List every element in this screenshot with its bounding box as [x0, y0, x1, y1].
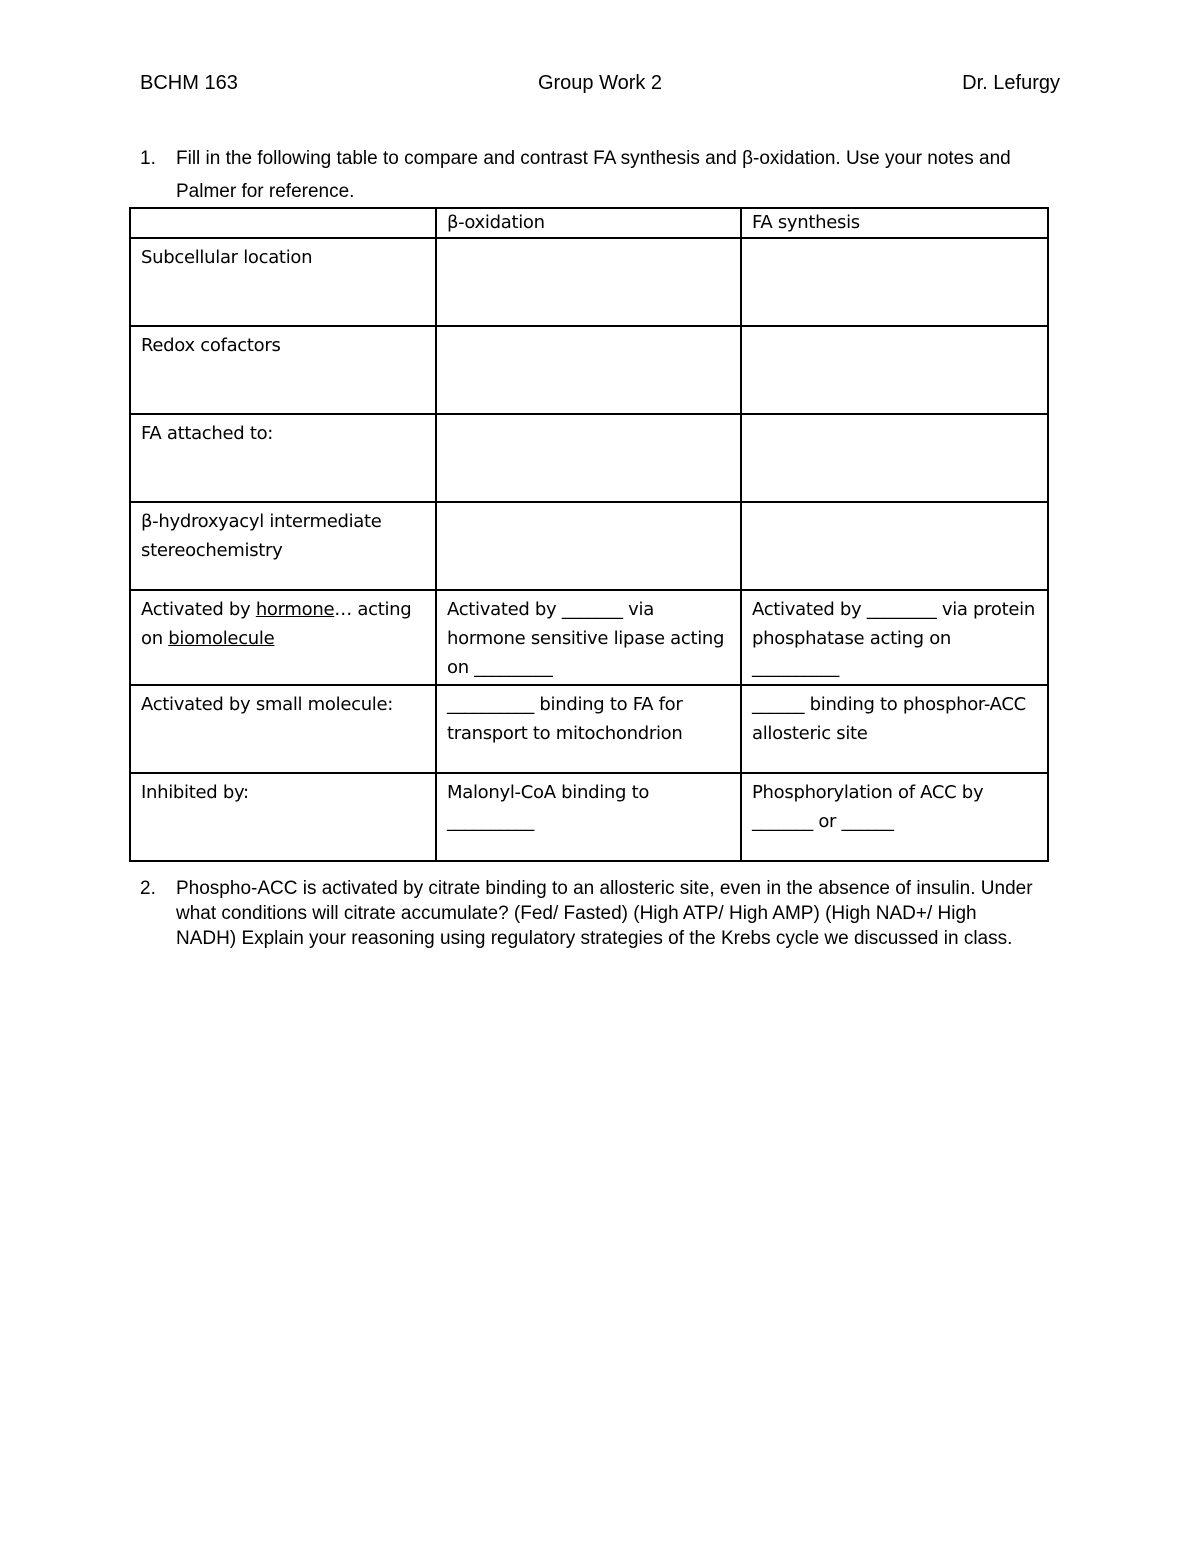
header-cell-beta-oxidation: β-oxidation [436, 208, 741, 238]
row-label: FA attached to: [130, 414, 436, 502]
page-header [140, 72, 1060, 102]
header-cell-empty [130, 208, 436, 238]
row-label: β-hydroxyacyl intermediate stereochemistry [130, 502, 436, 590]
answer-cell-fa[interactable]: ______ binding to phosphor-ACC allosteric site [741, 685, 1048, 773]
course-code: BCHM 163 [140, 72, 238, 94]
row-label: Activated by small molecule: [130, 685, 436, 773]
label-part-underlined: biomolecule [168, 628, 275, 649]
answer-cell-beta[interactable]: __________ binding to FA for transport to mitochondrion [436, 685, 741, 773]
table-row [130, 590, 1048, 685]
row-label: Redox cofactors [130, 326, 436, 414]
table-row [130, 414, 1048, 502]
label-part: Activated by [141, 599, 256, 620]
question-number: 2. [140, 878, 156, 899]
question-number: 1. [140, 148, 156, 169]
answer-cell-fa[interactable]: Activated by ________ via protein phosphatase acting on __________ [741, 590, 1048, 685]
document-title: Group Work 2 [537, 72, 663, 94]
table-row [130, 238, 1048, 326]
comparison-table [129, 207, 1049, 862]
question-text: Fill in the following table to compare and contrast FA synthesis and β-oxidation. Use your notes and Palmer for reference. [176, 148, 1011, 202]
header-cell-fa-synthesis: FA synthesis [741, 208, 1048, 238]
question-2 [140, 876, 1040, 951]
table-row [130, 502, 1048, 590]
answer-cell-fa[interactable]: Phosphorylation of ACC by _______ or ______ [741, 773, 1048, 861]
table-row [130, 685, 1048, 773]
row-label: Inhibited by: [130, 773, 436, 861]
answer-cell-fa[interactable] [741, 326, 1048, 414]
row-label [130, 590, 436, 685]
instructor-name: Dr. Lefurgy [962, 72, 1060, 94]
label-part: … acting on [141, 599, 412, 649]
answer-cell-beta[interactable] [436, 326, 741, 414]
answer-cell-beta[interactable]: Malonyl-CoA binding to __________ [436, 773, 741, 861]
answer-cell-beta[interactable]: Activated by _______ via hormone sensitive lipase acting on _________ [436, 590, 741, 685]
row-label: Subcellular location [130, 238, 436, 326]
answer-cell-beta[interactable] [436, 238, 741, 326]
answer-cell-fa[interactable] [741, 502, 1048, 590]
answer-cell-beta[interactable] [436, 502, 741, 590]
question-text: Phospho-ACC is activated by citrate binding to an allosteric site, even in the absence of insulin. Under what conditions will citrate accumulate? (Fed/ Fasted) (High ATP/ High AMP) (High NAD+/ High NADH) Explain your reasoning using regulatory strategies of the Krebs cycle we discussed in class. [176, 878, 1033, 949]
answer-cell-fa[interactable] [741, 238, 1048, 326]
answer-cell-beta[interactable] [436, 414, 741, 502]
table-header-row [130, 208, 1048, 238]
table-row [130, 773, 1048, 861]
table-row [130, 326, 1048, 414]
question-1 [140, 142, 1040, 208]
label-part-underlined: hormone [255, 599, 335, 620]
answer-cell-fa[interactable] [741, 414, 1048, 502]
